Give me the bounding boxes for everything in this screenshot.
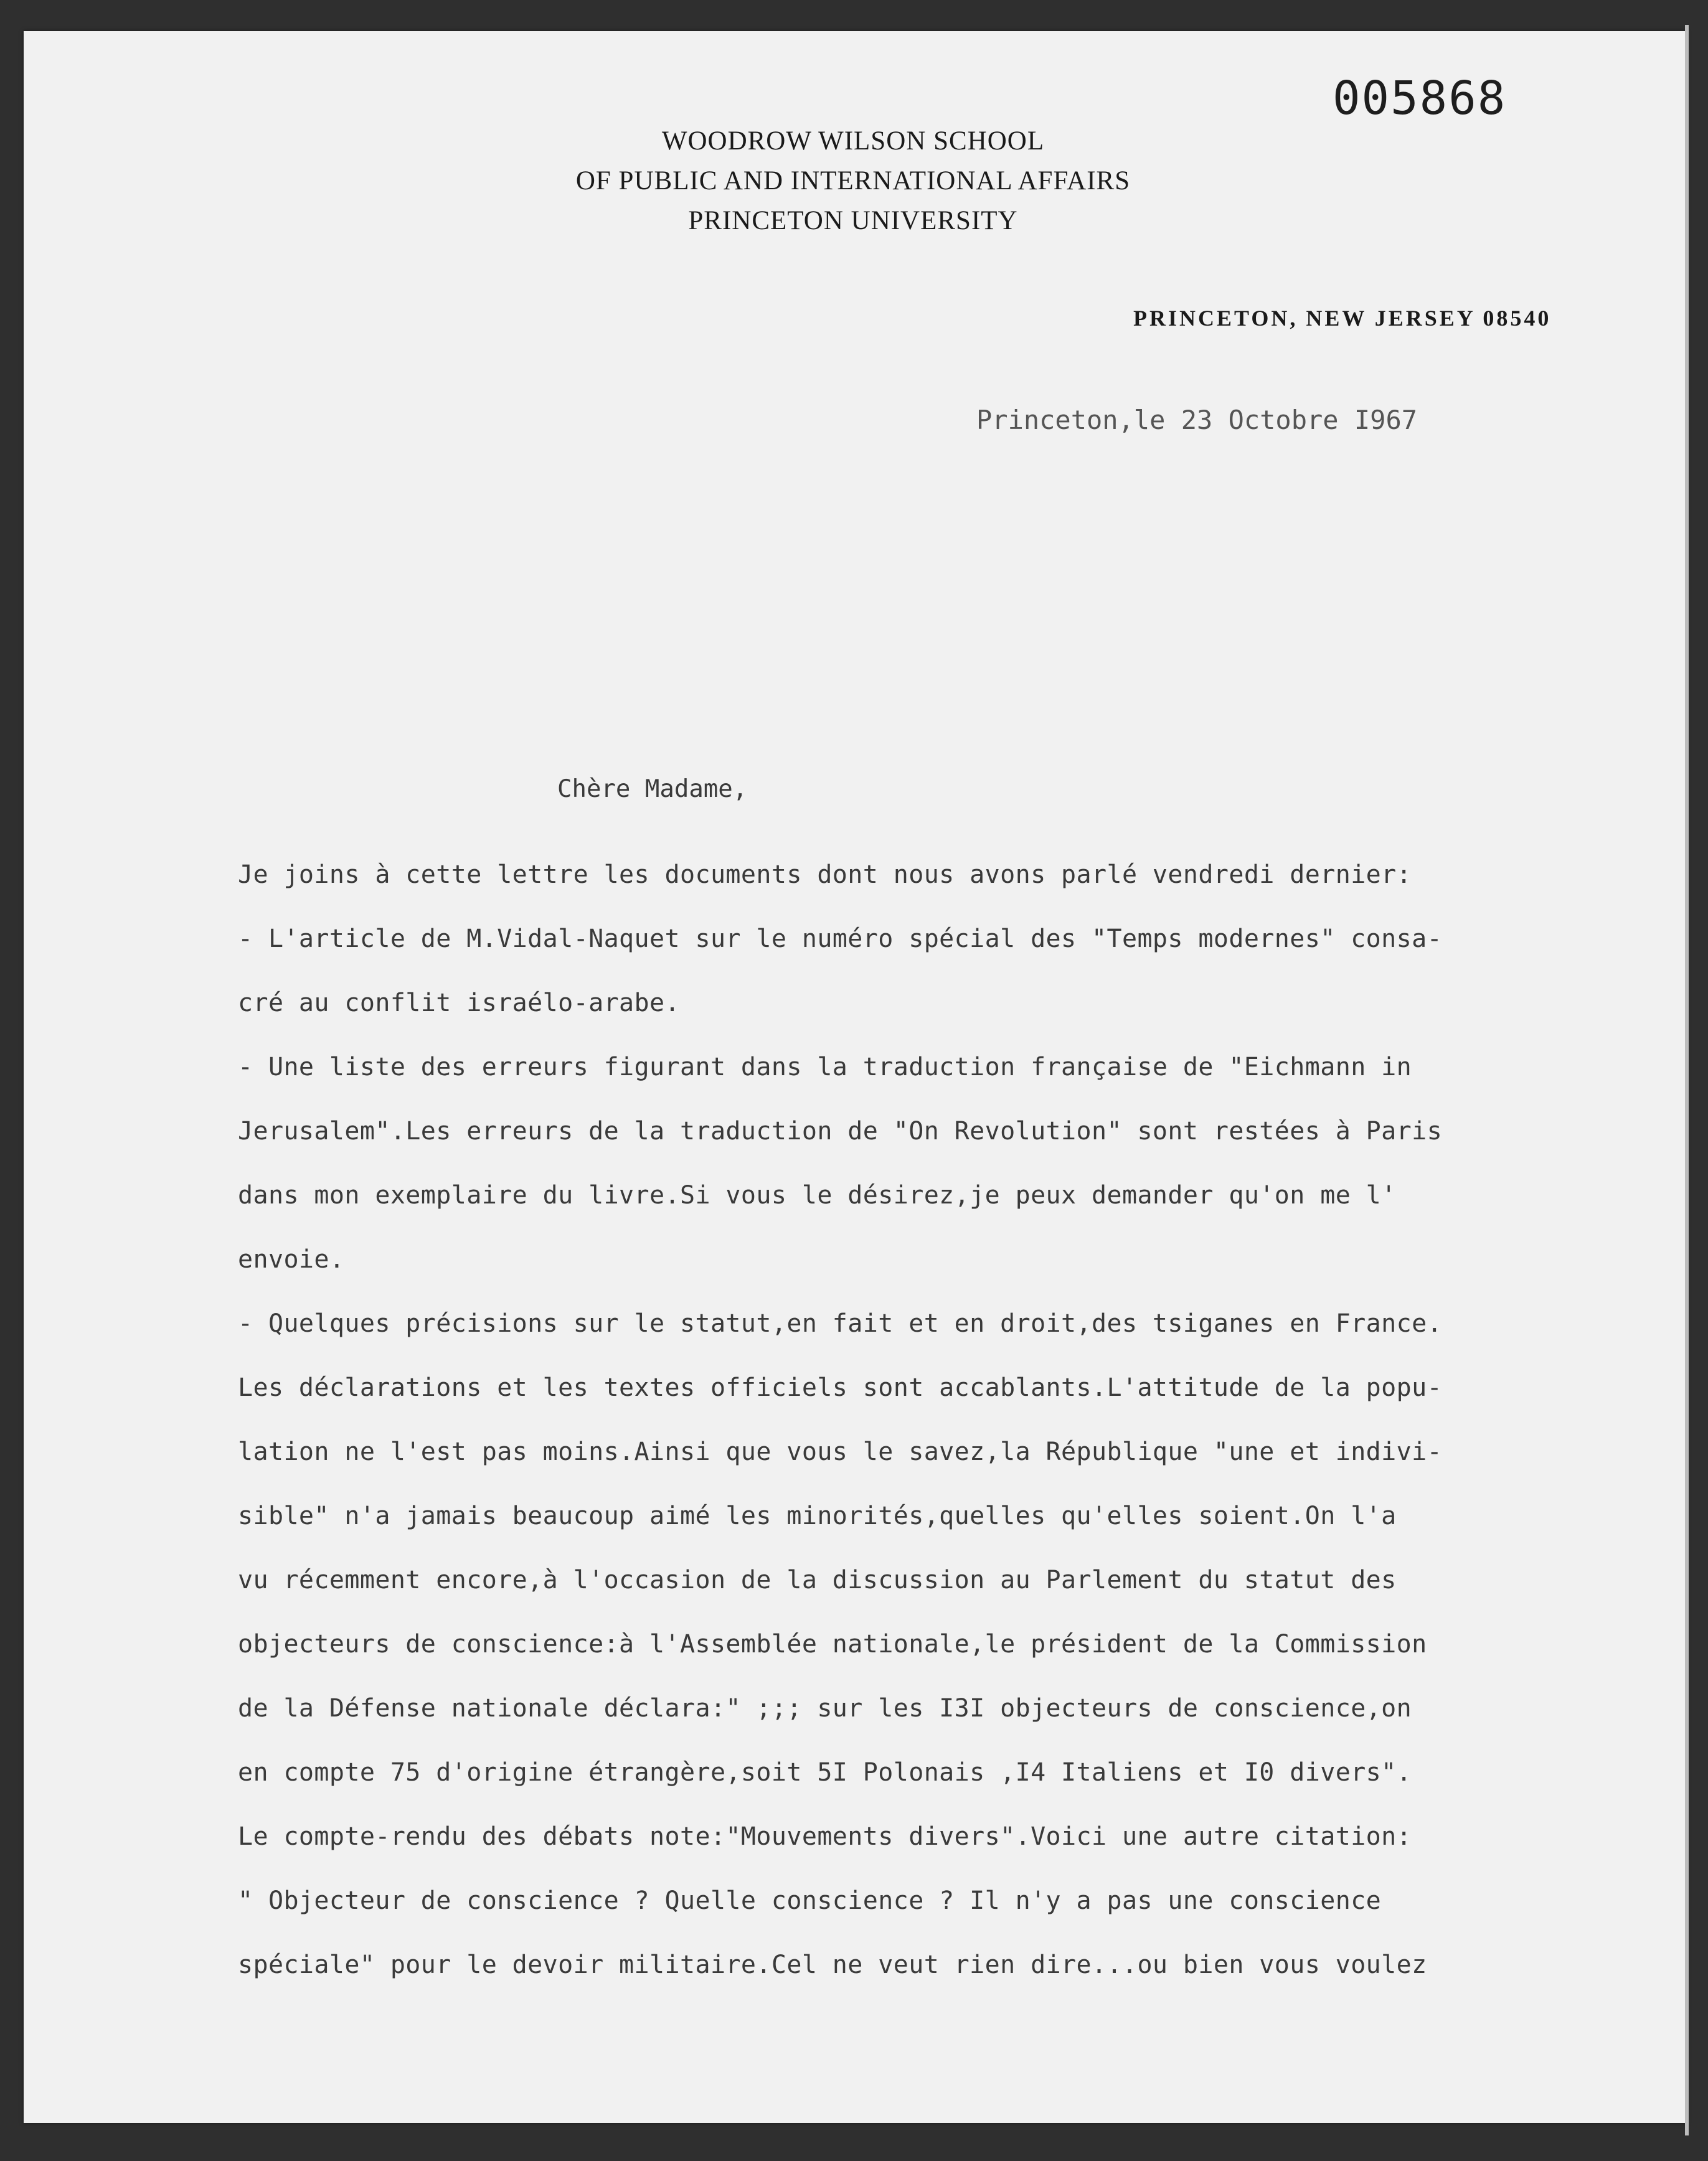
body-line: de la Défense nationale déclara:" ;;; sur les I3I objecteurs de conscience,on: [238, 1694, 1412, 1723]
body-line: envoie.: [238, 1245, 345, 1274]
body-line: - Quelques précisions sur le statut,en fait et en droit,des tsiganes en France.: [238, 1309, 1443, 1338]
document-number: 005868: [1333, 72, 1507, 125]
body-line: Les déclarations et les textes officiels sont accablants.L'attitude de la popu-: [238, 1373, 1443, 1402]
salutation: Chère Madame,: [557, 775, 748, 803]
body-line: lation ne l'est pas moins.Ainsi que vous le savez,la République "une et indivi-: [238, 1438, 1443, 1466]
date-line: Princeton,le 23 Octobre I967: [976, 405, 1418, 435]
body-line: vu récemment encore,à l'occasion de la discussion au Parlement du statut des: [238, 1566, 1397, 1594]
body-line: en compte 75 d'origine étrangère,soit 5I Polonais ,I4 Italiens et I0 divers".: [238, 1758, 1412, 1787]
letterhead: [511, 121, 1196, 241]
body-line: spéciale" pour le devoir militaire.Cel ne veut rien dire...ou bien vous voulez: [238, 1951, 1427, 1979]
letterhead-line-2: OF PUBLIC AND INTERNATIONAL AFFAIRS: [575, 166, 1131, 195]
letter-body: [238, 856, 1626, 2010]
letterhead-line-3: PRINCETON UNIVERSITY: [688, 206, 1018, 235]
body-line: " Objecteur de conscience ? Quelle conscience ? Il n'y a pas une conscience: [238, 1886, 1382, 1915]
body-line: objecteurs de conscience:à l'Assemblée nationale,le président de la Commission: [238, 1630, 1427, 1659]
body-line: cré au conflit israélo-arabe.: [238, 989, 680, 1017]
letterhead-line-1: WOODROW WILSON SCHOOL: [661, 126, 1045, 156]
body-line: - Une liste des erreurs figurant dans la traduction française de "Eichmann in: [238, 1053, 1412, 1081]
body-line: Je joins à cette lettre les documents dont nous avons parlé vendredi dernier:: [238, 860, 1412, 889]
body-line: - L'article de M.Vidal-Naquet sur le numéro spécial des "Temps modernes" consa-: [238, 925, 1443, 953]
body-line: dans mon exemplaire du livre.Si vous le désirez,je peux demander qu'on me l': [238, 1181, 1397, 1210]
body-line: sible" n'a jamais beaucoup aimé les minorités,quelles qu'elles soient.On l'a: [238, 1502, 1397, 1530]
body-line: Jerusalem".Les erreurs de la traduction de "On Revolution" sont restées à Paris: [238, 1117, 1443, 1146]
body-line: Le compte-rendu des débats note:"Mouvements divers".Voici une autre citation:: [238, 1822, 1412, 1851]
page-edge: [1685, 25, 1689, 2135]
letterhead-address: PRINCETON, NEW JERSEY 08540: [1133, 306, 1552, 331]
